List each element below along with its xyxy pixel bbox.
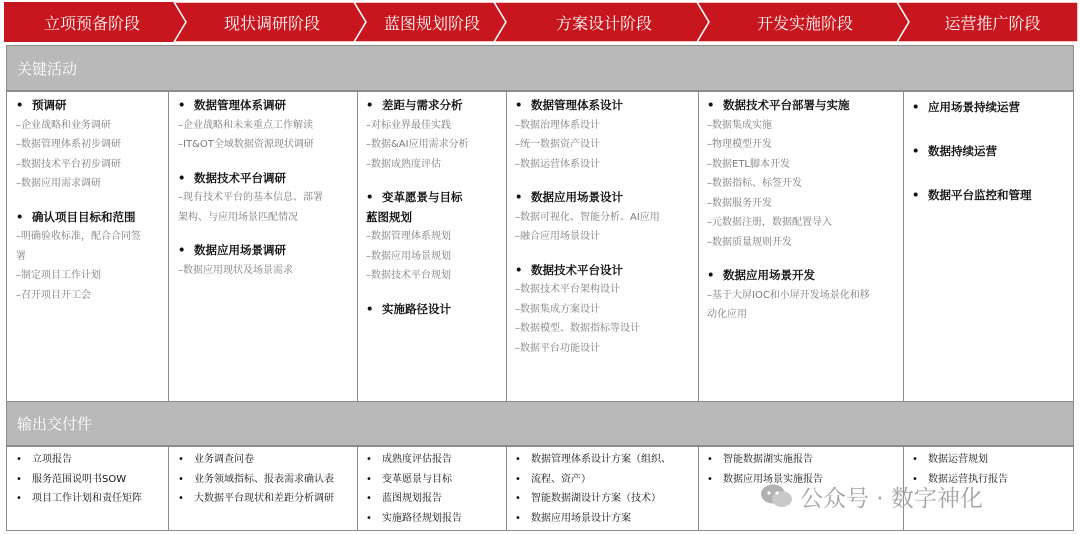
activity-title: • 预调研 [16, 96, 166, 116]
column-divider [506, 446, 507, 531]
deliverables-column-2 [178, 450, 356, 509]
activity-title: • 数据技术平台调研 [178, 169, 356, 189]
phase-label-2: 现状调研阶段 [223, 13, 320, 33]
activity-title-continued: • 蓝图规划 [366, 208, 506, 228]
activity-item: –数据集成实施 [707, 119, 772, 131]
activity-item: –统一数据资产设计 [515, 139, 600, 150]
activity-item: –数据治理体系设计 [515, 119, 600, 131]
activity-item: –数据集成方案设计 [515, 303, 600, 315]
activity-item: –制定项目工作计划 [16, 270, 101, 281]
activity-title: • 应用场景持续运营 [912, 96, 1072, 118]
activity-item: –数据ETL脚本开发 [707, 158, 790, 170]
activity-item: –数据应用现状及场景需求 [178, 264, 293, 276]
activity-item: –数据可视化、智能分析、AI应用 [515, 211, 660, 223]
phase-label-6: 运营推广阶段 [944, 13, 1041, 33]
activity-column-2 [178, 96, 356, 280]
deliverable-item: • 大数据平台现状和差距分析调研 [178, 489, 356, 509]
column-divider [698, 446, 699, 531]
deliverable-item: • 数据管理体系设计方案（组织、 [515, 450, 698, 470]
watermark [760, 478, 1060, 514]
activity-item: –现有技术平台的基本信息、部署 [178, 192, 323, 203]
activity-item: 署 [16, 250, 26, 262]
activity-column-5 [707, 96, 903, 325]
activity-title: • 实施路径设计 [366, 300, 506, 320]
phase-banner [4, 2, 1078, 42]
section-header-activities: 关键活动 [7, 46, 1073, 90]
activity-item: –数据技术平台架构设计 [515, 284, 620, 295]
activity-item: –数据应用需求调研 [16, 178, 101, 189]
activity-title: • 数据持续运营 [912, 140, 1072, 162]
deliverable-item: • 智能数据湖实施报告 [707, 450, 903, 470]
activity-column-4 [515, 96, 698, 358]
activity-item: –数据技术平台初步调研 [16, 158, 121, 170]
deliverable-item: • 服务范围说明书SOW [16, 470, 166, 490]
activity-title: • 差距与需求分析 [366, 96, 506, 116]
activity-item: –企业战略和业务调研 [16, 119, 111, 131]
activity-title: • 数据技术平台设计 [515, 261, 698, 281]
activity-item: –明确验收标准，配合合同签 [16, 231, 141, 242]
phase-label-3: 蓝图规划阶段 [383, 13, 480, 33]
deliverable-item: • 数据应用场景实施报告 [707, 470, 903, 490]
column-divider [357, 90, 358, 401]
deliverable-item: • 成熟度评估报告 [366, 450, 506, 470]
watermark-text: 公众号 · 数字神化 [800, 485, 983, 512]
activity-item: –数据管理体系规划 [366, 231, 451, 242]
deliverables-column-1 [16, 450, 166, 509]
deliverable-item: • 实施路径规划报告 [366, 509, 506, 529]
activity-item: –数据模型、数据指标等设计 [515, 323, 640, 334]
divider [7, 90, 1073, 92]
activity-item: –物理模型开发 [707, 139, 772, 150]
activity-item: –数据质量规则开发 [707, 236, 792, 248]
activity-item: –元数据注册，数据配置导入 [707, 217, 832, 228]
activity-item: –数据服务开发 [707, 197, 772, 209]
deliverable-item: • 智能数据湖设计方案（技术） [515, 489, 698, 509]
activity-item: –数据&AI应用需求分析 [366, 139, 469, 150]
deliverable-item-continued: • 流程、资产） [515, 470, 698, 490]
phase-label-5: 开发实施阶段 [756, 13, 853, 33]
deliverable-item: • 数据应用场景设计方案 [515, 509, 698, 529]
activity-title: • 数据应用场景调研 [178, 241, 356, 261]
divider [7, 445, 1073, 447]
activity-item: –融合应用场景设计 [515, 231, 600, 242]
activity-title: • 数据平台监控和管理 [912, 184, 1072, 206]
activity-title: • 确认项目目标和范围 [16, 208, 166, 228]
activity-title: • 数据管理体系设计 [515, 96, 698, 116]
column-divider [903, 90, 904, 401]
column-divider [168, 90, 169, 401]
deliverables-column-4 [515, 450, 698, 528]
column-divider [357, 446, 358, 531]
activity-item: 动化应用 [707, 309, 747, 320]
activity-title: • 数据管理体系调研 [178, 96, 356, 116]
column-divider [168, 446, 169, 531]
activity-column-1 [16, 96, 166, 305]
activity-item: –数据成熟度评估 [366, 158, 441, 170]
phase-label-4: 方案设计阶段 [555, 13, 652, 33]
deliverable-item: • 业务领域指标、报表需求确认表 [178, 470, 356, 490]
activity-column-6 [912, 96, 1072, 206]
activity-item: –数据管理体系初步调研 [16, 139, 121, 150]
activity-title: • 数据应用场景开发 [707, 266, 903, 286]
deliverable-item: • 项目工作计划和责任矩阵 [16, 489, 166, 509]
activity-item: 架构、与应用场景匹配情况 [178, 211, 298, 223]
column-divider [506, 90, 507, 401]
deliverable-item: • 业务调查问卷 [178, 450, 356, 470]
wechat-icon [760, 483, 794, 509]
activity-item: –对标业界最佳实践 [366, 119, 451, 131]
phase-label-1: 立项预备阶段 [43, 13, 140, 33]
activity-item: –IT&OT全域数据资源现状调研 [178, 139, 314, 150]
deliverable-item: • 立项报告 [16, 450, 166, 470]
section-header-deliverables: 输出交付件 [7, 402, 1073, 445]
deliverable-item: • 数据运营规划 [912, 450, 1072, 470]
activity-title: • 数据应用场景设计 [515, 188, 698, 208]
activity-column-3 [366, 96, 506, 319]
activity-item: –召开项目开工会 [16, 289, 91, 301]
deliverable-item: • 蓝图规划报告 [366, 489, 506, 509]
activity-title: • 变革愿景与目标 [366, 188, 506, 208]
activity-item: –数据平台功能设计 [515, 342, 600, 354]
activity-item: –数据技术平台规划 [366, 270, 451, 281]
activity-item: –基于大屏IOC和小屏开发场景化和移 [707, 289, 870, 301]
deliverable-item: • 数据运营执行报告 [912, 470, 1072, 490]
activity-item: –数据运营体系设计 [515, 158, 600, 170]
activity-item: –数据应用场景规划 [366, 250, 451, 262]
deliverable-item: • 变革愿景与目标 [366, 470, 506, 490]
deliverables-column-3 [366, 450, 506, 528]
activity-title: • 数据技术平台部署与实施 [707, 96, 903, 116]
activity-item: –企业战略和未来重点工作解读 [178, 119, 313, 131]
column-divider [698, 90, 699, 401]
activity-item: –数据指标、标签开发 [707, 178, 802, 189]
